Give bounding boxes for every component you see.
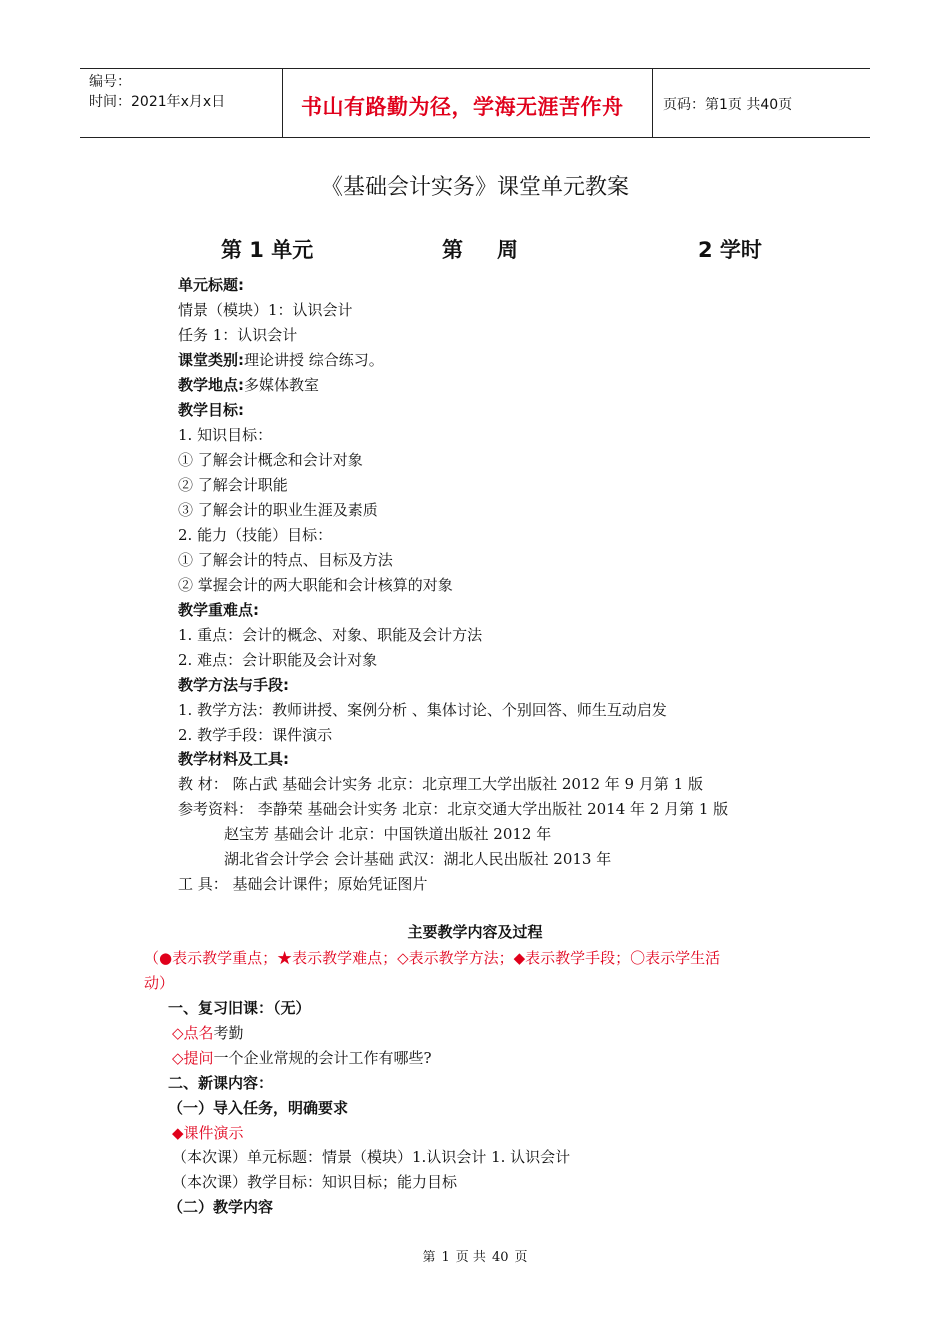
legend-line: 动） [144, 974, 175, 992]
footer-mid: 页 共 [455, 1250, 486, 1265]
footer-prefix: 第 [422, 1250, 436, 1265]
goal-line: ① 了解会计概念和会计对象 [178, 451, 363, 469]
task-line: 任务 1：认识会计 [178, 326, 298, 344]
motto: 书山有路勤为径，学海无涯苦作舟 [301, 95, 624, 119]
review-heading: 一、复习旧课：（无） [168, 999, 311, 1017]
material-label: 教学材料及工具: [178, 750, 289, 768]
goal-line: 1. 知识目标： [178, 426, 273, 444]
new-content-heading: 二、新课内容： [168, 1074, 274, 1092]
week-suffix: 周 [497, 238, 518, 262]
method-line: 1. 教学方法：教师讲授、案例分析 、集体讨论、个别回答、师生互动启发 [178, 701, 667, 719]
review-item [172, 1048, 432, 1068]
courseware-item: ◆课件演示 [172, 1124, 244, 1142]
legend-line: （●表示教学重点；★表示教学难点；◇表示教学方法；◆表示教学手段；〇表示学生活 [144, 949, 721, 967]
key-point-line: 1. 重点：会计的概念、对象、职能及会计方法 [178, 626, 483, 644]
time-label: 时间：2021年x月x日 [89, 94, 226, 110]
material-line: 教 材： 陈占武 基础会计实务 北京：北京理工大学出版社 2012 年 9 月第 1 版 [178, 775, 703, 793]
unit-topic-label: 单元标题: [178, 276, 244, 294]
class-hours: 2 学时 [698, 238, 762, 262]
class-type-value: 理论讲授 综合练习。 [244, 351, 384, 369]
page-label: 页码：第1页 共40页 [663, 97, 793, 113]
goal-line: ② 了解会计职能 [178, 476, 288, 494]
review-item-text: 一个企业常规的会计工作有哪些? [213, 1049, 432, 1067]
subsection-heading: （一）导入任务，明确要求 [168, 1099, 349, 1117]
location-value: 多媒体教室 [244, 376, 320, 394]
class-type-label: 课堂类别: [178, 351, 244, 369]
page-footer [0, 1246, 950, 1265]
goal-summary-line: （本次课）教学目标：知识目标；能力目标 [172, 1173, 458, 1191]
goal-line: ② 掌握会计的两大职能和会计核算的对象 [178, 576, 453, 594]
unit-number: 第 1 单元 [221, 238, 314, 262]
footer-suffix: 页 [514, 1250, 528, 1265]
number-label: 编号： [89, 74, 131, 90]
topic-line: （本次课）单元标题：情景（模块）1.认识会计 1. 认识会计 [172, 1148, 571, 1166]
header-table [80, 68, 870, 138]
material-line: 参考资料： 李静荣 基础会计实务 北京：北京交通大学出版社 2014 年 2 月第 1 版 [178, 800, 729, 818]
subsection-heading: （二）教学内容 [168, 1198, 274, 1216]
method-marker: ◇提问 [172, 1049, 214, 1067]
method-marker: ◇点名 [172, 1024, 214, 1042]
review-item [172, 1023, 244, 1043]
document-title: 《基础会计实务》课堂单元教案 [320, 175, 629, 200]
goal-line: ③ 了解会计的职业生涯及素质 [178, 501, 378, 519]
scene-line: 情景（模块）1：认识会计 [178, 301, 353, 319]
goals-label: 教学目标: [178, 401, 244, 419]
header-page-cell [653, 69, 870, 137]
key-point-line: 2. 难点：会计职能及会计对象 [178, 651, 378, 669]
material-line: 湖北省会计学会 会计基础 武汉：湖北人民出版社 2013 年 [224, 850, 612, 868]
footer-page: 1 [441, 1250, 450, 1265]
header-motto-cell [282, 69, 653, 137]
method-line: 2. 教学手段：课件演示 [178, 726, 333, 744]
class-type-line [178, 350, 384, 370]
material-line: 赵宝芳 基础会计 北京：中国铁道出版社 2012 年 [224, 825, 552, 843]
week-prefix: 第 [442, 238, 463, 262]
key-points-label: 教学重难点: [178, 601, 259, 619]
review-item-text: 考勤 [213, 1024, 244, 1042]
method-label: 教学方法与手段: [178, 676, 289, 694]
goal-line: 2. 能力（技能）目标： [178, 526, 333, 544]
header-meta-cell [80, 69, 283, 137]
footer-total: 40 [491, 1250, 509, 1265]
location-label: 教学地点: [178, 376, 244, 394]
location-line [178, 375, 319, 395]
goal-line: ① 了解会计的特点、目标及方法 [178, 551, 393, 569]
tools-line: 工 具： 基础会计课件；原始凭证图片 [178, 875, 428, 893]
process-title: 主要教学内容及过程 [407, 923, 543, 941]
